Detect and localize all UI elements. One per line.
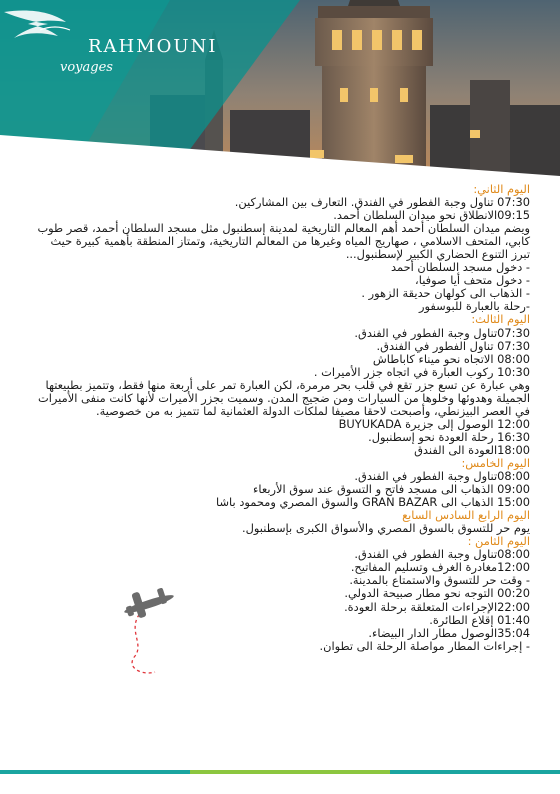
itinerary-line: في العصر البيزنطي، وأصبحت لاحقا مصيفا لملكات الدولة العثمانية لما تتميز به من خصوصية.: [96, 403, 530, 418]
itinerary-line: - دخول مسجد السلطان أحمد: [391, 260, 530, 275]
itinerary-line: 35:04الوصول مطار الدار البيضاء.: [368, 625, 530, 640]
itinerary-line: - إجراءات المطار مواصلة الرحلة الى تطوان.: [319, 638, 530, 653]
itinerary-line: -رحلة بالعبارة للبوسفور: [418, 299, 530, 314]
itinerary-text: [30, 183, 530, 653]
itinerary-line: كابي، المتحف الاسلامي ، صهاريج المياه وغيرها من المعالم التاريخية، وتمتاز المنطقة بأهمية كبيرة حيث: [50, 234, 530, 249]
airplane-icon: [115, 588, 185, 678]
itinerary-line: - الذهاب الى كولهان حديقة الزهور .: [361, 286, 530, 301]
itinerary-line: 08:00تناول وجبة الفطور في الفندق.: [354, 547, 530, 562]
itinerary-line: - دخول متحف أيا صوفيا،: [415, 273, 530, 288]
day-heading: اليوم الرابع السادس السابع: [402, 508, 530, 523]
itinerary-line: 18:00العودة الى الفندق: [414, 442, 530, 457]
itinerary-line: 07:30 تناول وجبة الفطور في الفندق. التعارف بين المشاركين.: [234, 195, 530, 210]
day-heading: اليوم الخامس:: [461, 455, 530, 470]
itinerary-line: 09:00 الذهاب الى مسجد فاتح و التسوق عند سوق الأربعاء: [253, 482, 530, 497]
itinerary-line: 09:15الانطلاق نحو ميدان السلطان أحمد.: [333, 208, 530, 223]
brand-tagline: voyages: [60, 60, 113, 75]
itinerary-line: 08:00 الاتجاه نحو ميناء كاباطاش: [372, 351, 530, 366]
day-heading: اليوم الثاني:: [473, 182, 530, 196]
itinerary-line: 16:30 رحلة العودة نحو إسطنبول.: [368, 429, 530, 444]
brand-name: RAHMOUNI: [88, 36, 218, 57]
itinerary-line: 12:00مغادرة الغرف وتسليم المفاتيح.: [350, 560, 530, 575]
itinerary-line: وهي عبارة عن تسع جزر تقع في قلب بحر مرمرة، لكن العبارة تمر على أربعة منها فقط، وتتميز بطبيعتها: [45, 377, 530, 392]
footer-stripes: [0, 770, 560, 794]
itinerary-line: 10:30 ركوب العبارة في اتجاه جزر الأميرات .: [313, 364, 530, 379]
itinerary-line: 08:00تناول وجبة الفطور في الفندق.: [354, 469, 530, 484]
itinerary-line: الجميلة وهدوئها وخلوها من السيارات ومن ضجيج المدن. وسميت بجزر الأميرات لأنها كانت منفى الأميرات: [37, 390, 530, 405]
day-heading: اليوم الثالث:: [471, 312, 530, 327]
itinerary-line: ويضم ميدان السلطان أحمد أهم المعالم التاريخية لمدينة إسطنبول مثل مسجد السلطان أحمد، قصر طوب: [37, 221, 530, 236]
itinerary-line: 07:30 تناول الفطور في الفندق.: [376, 338, 530, 353]
itinerary-line: 00:20 التوجه نحو مطار صبيحة الدولي.: [344, 586, 530, 601]
itinerary-line: 07:30تناول وجبة الفطور في الفندق.: [354, 325, 530, 340]
itinerary-line: يوم حر للتسوق بالسوق المصري والأسواق الكبرى بإسطنبول.: [242, 521, 530, 536]
itinerary-line: 12:00 الوصول إلى جزيرة BUYUKADA: [338, 416, 530, 431]
itinerary-line: 01:40 إقلاع الطائرة.: [429, 612, 530, 627]
day-heading: اليوم الثامن :: [467, 534, 530, 549]
itinerary-line: تبرز التنوع الحضاري الكبير لإسطنبول...: [345, 247, 530, 262]
istanbul-hero-photo: [0, 0, 560, 190]
itinerary-line: 22:00الإجراءات المتعلقة برحلة العودة.: [344, 599, 530, 614]
itinerary-line: - وقت حر للتسوق والاستمتاع بالمدينة.: [349, 573, 530, 588]
itinerary-line: 15:00 الذهاب الى GRAN BAZAR والسوق المصري ومحمود باشا: [216, 495, 530, 510]
